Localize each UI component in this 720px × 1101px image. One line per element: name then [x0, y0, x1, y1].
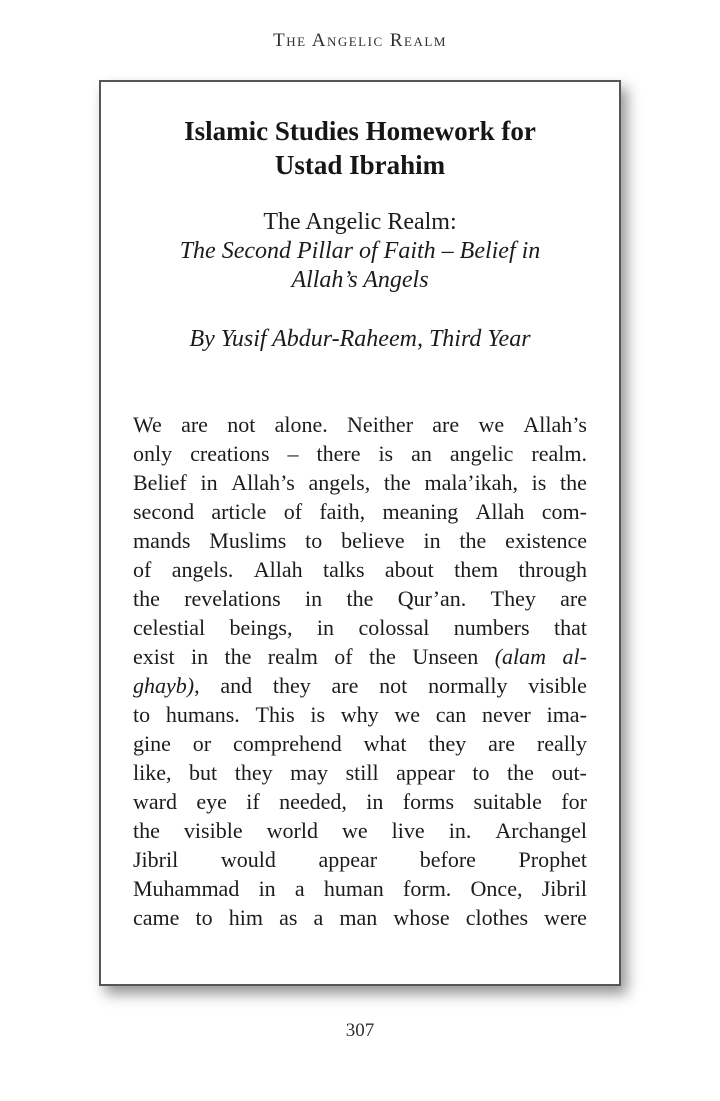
body-line: only creations – there is an angelic realm.	[133, 441, 587, 466]
body-line: Belief in Allah’s angels, the mala’ikah, is the	[133, 470, 587, 495]
subtitle-line-1: The Angelic Realm:	[263, 209, 457, 235]
card-title-line-1: Islamic Studies Homework for	[184, 116, 536, 146]
body-line: ghayb), and they are not normally visible	[133, 673, 587, 698]
body-line: to humans. This is why we can never ima-	[133, 702, 587, 727]
body-line: Jibril would appear before Prophet	[133, 847, 587, 872]
subtitle-line-3: Allah’s Angels	[291, 267, 429, 293]
byline: By Yusif Abdur-Raheem, Third Year	[189, 326, 531, 352]
body-line: We are not alone. Neither are we Allah’s	[133, 412, 587, 437]
body-line: of angels. Allah talks about them through	[133, 557, 587, 582]
running-header: The Angelic Realm	[273, 30, 447, 51]
body-line: came to him as a man whose clothes were	[133, 905, 587, 930]
homework-card	[99, 80, 621, 986]
page-number: 307	[345, 1020, 375, 1041]
subtitle-line-2: The Second Pillar of Faith – Belief in	[179, 238, 541, 264]
body-line: ward eye if needed, in forms suitable for	[133, 789, 587, 814]
body-line: the visible world we live in. Archangel	[133, 818, 587, 843]
card-title-line-2: Ustad Ibrahim	[274, 150, 446, 180]
body-line: mands Muslims to believe in the existence	[133, 528, 587, 553]
body-line: gine or comprehend what they are really	[133, 731, 587, 756]
card-title	[133, 114, 587, 182]
body-line: the revelations in the Qur’an. They are	[133, 586, 587, 611]
body-line: Muhammad in a human form. Once, Jibril	[133, 876, 587, 901]
body-line: like, but they may still appear to the out-	[133, 760, 587, 785]
body-line: second article of faith, meaning Allah com-	[133, 499, 587, 524]
body-text	[133, 410, 587, 932]
body-line: celestial beings, in colossal numbers that	[133, 615, 587, 640]
card-subtitle	[133, 208, 587, 295]
body-line: exist in the realm of the Unseen (alam al-	[133, 644, 587, 669]
